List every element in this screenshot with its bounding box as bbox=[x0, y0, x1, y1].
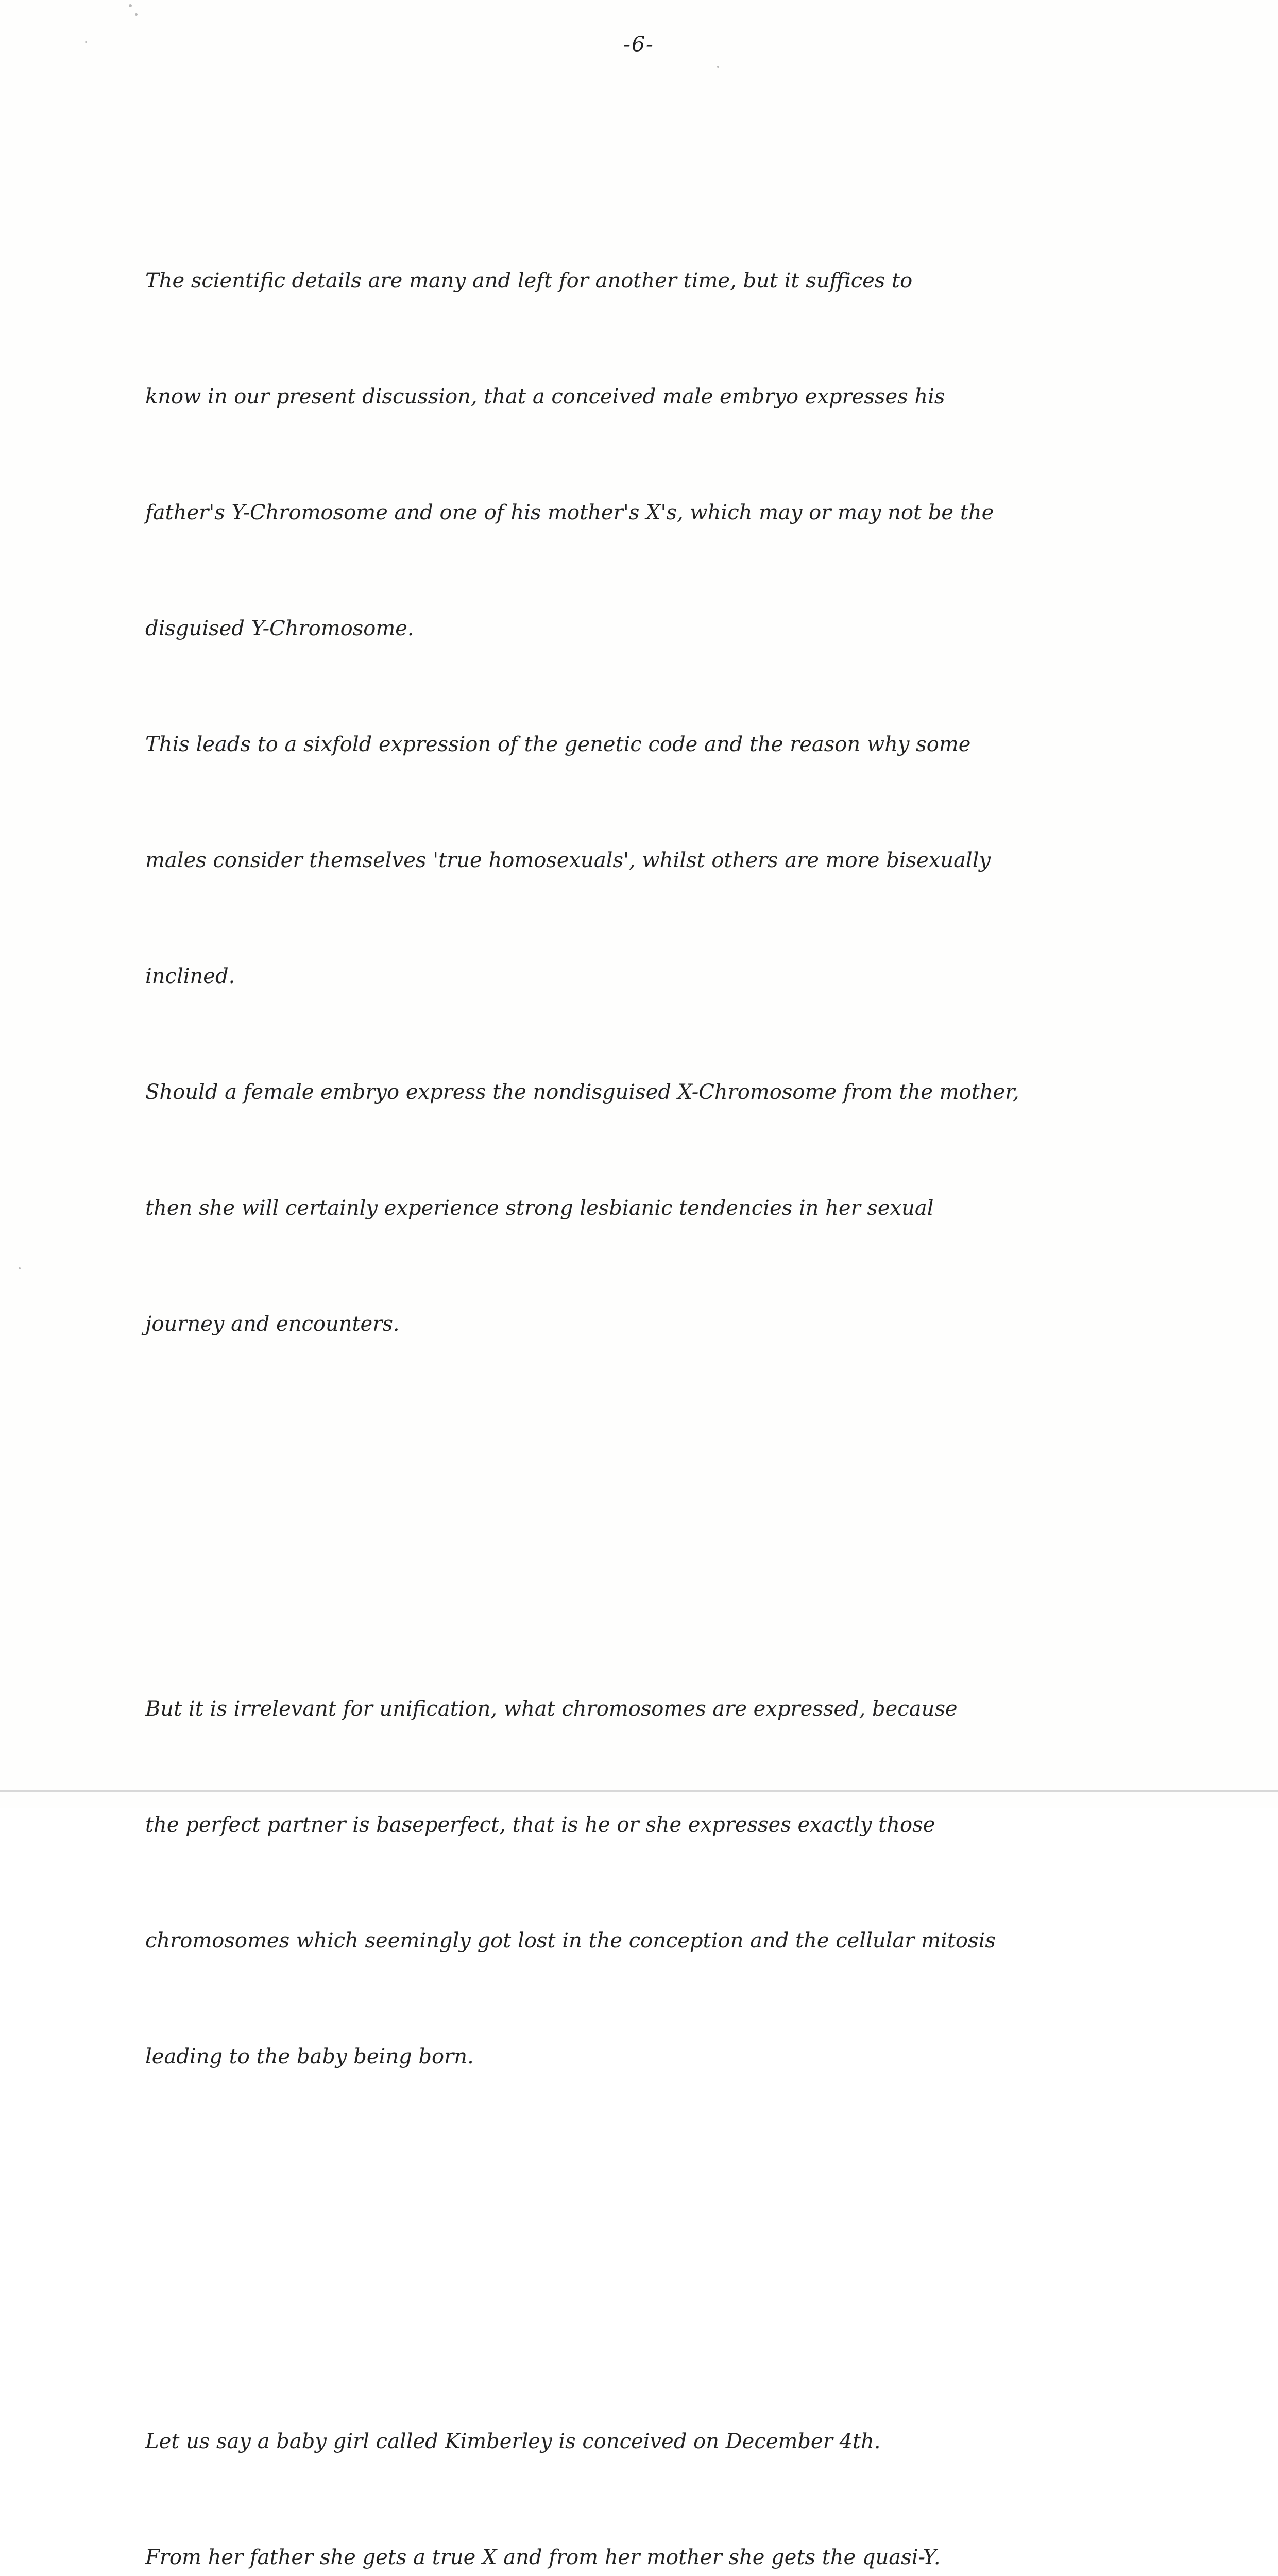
text-line: father's Y-Chromosome and one of his mother's X's, which may or may not be the bbox=[145, 501, 994, 524]
page-number: -6- bbox=[623, 32, 654, 57]
paragraph bbox=[145, 2345, 1242, 2576]
paragraph bbox=[145, 184, 1242, 1421]
body-text bbox=[145, 107, 1242, 2576]
text-line: the perfect partner is baseperfect, that is he or she expresses exactly those bbox=[145, 1813, 935, 1837]
text-line: journey and encounters. bbox=[145, 1312, 400, 1336]
paper-speck bbox=[19, 1267, 21, 1269]
paragraph-gap bbox=[145, 1498, 1242, 1535]
paper-speck bbox=[129, 4, 132, 7]
text-line: The scientific details are many and left for another time, but it suffices to bbox=[145, 269, 913, 293]
paragraph bbox=[145, 1613, 1242, 2154]
text-line: Should a female embryo express the nondisguised X-Chromosome from the mother, bbox=[145, 1080, 1019, 1104]
paragraph-gap bbox=[145, 2231, 1242, 2268]
text-line: chromosomes which seemingly got lost in the conception and the cellular mitosis bbox=[145, 1929, 996, 1953]
text-line: disguised Y-Chromosome. bbox=[145, 617, 414, 640]
text-line: inclined. bbox=[145, 964, 235, 988]
paper-speck bbox=[85, 41, 87, 43]
text-line: Let us say a baby girl called Kimberley is conceived on December 4th. bbox=[145, 2430, 881, 2453]
text-line: then she will certainly experience strong lesbianic tendencies in her sexual bbox=[145, 1196, 934, 1220]
text-line: From her father she gets a true X and from her mother she gets the quasi-Y. bbox=[145, 2546, 941, 2569]
paper-speck bbox=[717, 66, 719, 68]
text-line: But it is irrelevant for unification, what chromosomes are expressed, because bbox=[145, 1697, 958, 1721]
text-line: leading to the baby being born. bbox=[145, 2045, 474, 2069]
text-line: This leads to a sixfold expression of the genetic code and the reason why some bbox=[145, 733, 971, 756]
page-bottom-edge bbox=[0, 1790, 1278, 1792]
paper-speck bbox=[135, 13, 138, 16]
text-line: males consider themselves 'true homosexuals', whilst others are more bisexually bbox=[145, 849, 991, 872]
text-line: know in our present discussion, that a conceived male embryo expresses his bbox=[145, 385, 945, 409]
